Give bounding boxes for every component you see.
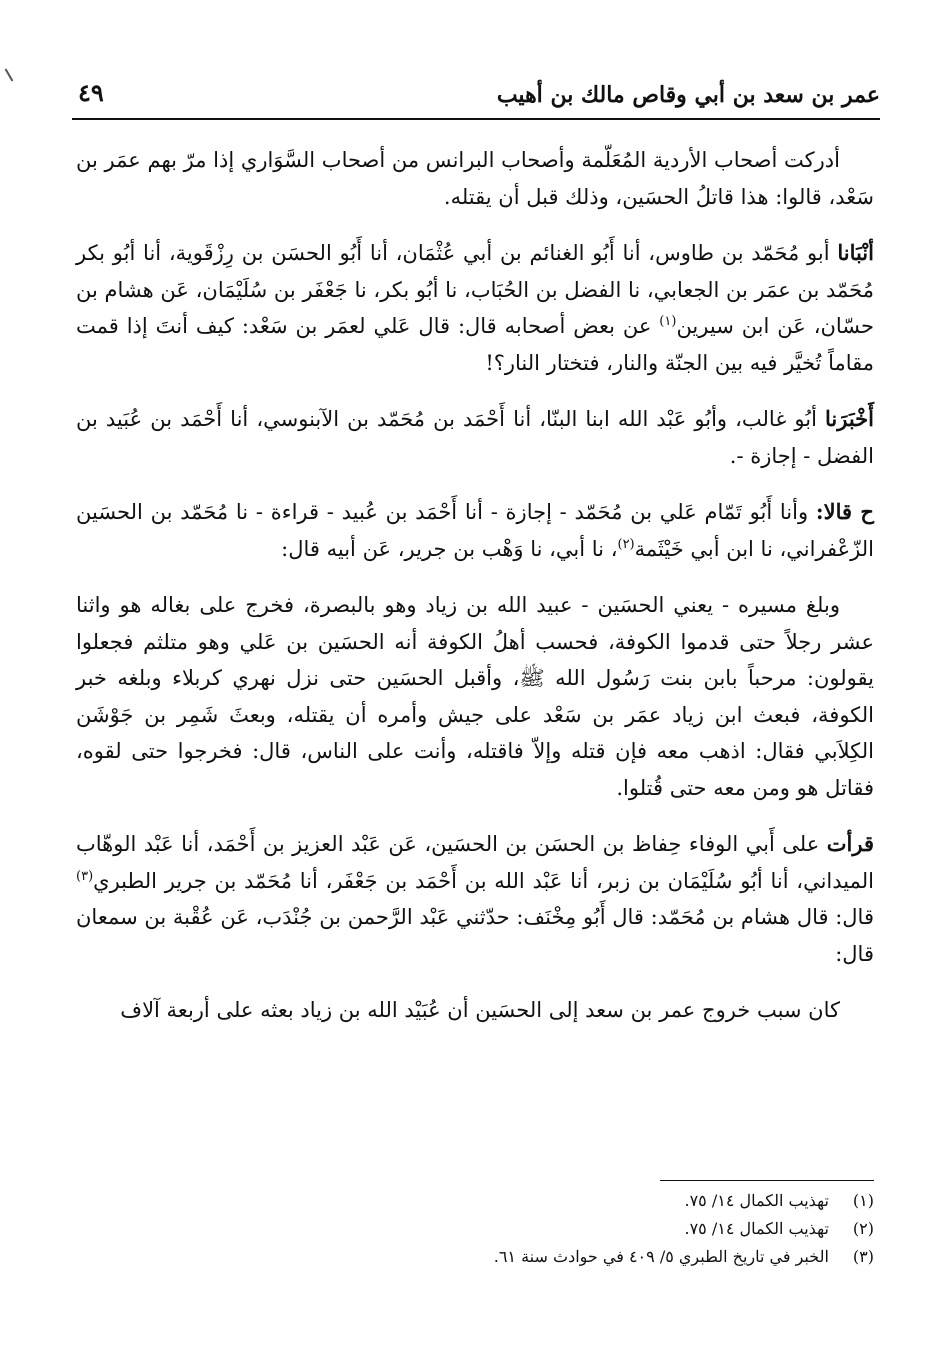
- paragraph-keyword: ح قالا:: [815, 499, 874, 524]
- footnote-ref: (٢): [617, 536, 635, 552]
- footnote-ref: (٣): [76, 868, 94, 884]
- header-rule: [72, 118, 880, 120]
- paragraph-text: على أَبي الوفاء حِفاظ بن الحسَن بن الحسَين، عَن عَبْد العزيز بن أَحْمَد، أنا عَبْد الوهّاب الميداني، أنا أبُو سُلَيْمَان بن زبر، أنا عَبْد الله بن أَحْمَد بن جَعْفَر، أنا مُحَمّد بن جرير الطبري: [76, 832, 874, 893]
- paragraph-5: [76, 587, 874, 806]
- paragraph-1: [76, 142, 874, 215]
- footnote-1: [76, 1187, 874, 1215]
- main-text: [76, 142, 874, 1049]
- paragraph-2: [76, 235, 874, 381]
- paragraph-text: أبو مُحَمّد بن طاوس، أنا أَبُو الغنائم بن أبي عُثْمَان، أنا أَبُو الحسَن بن رِزْقَوية، أنا أبُو بكر مُحَمّد بن عمَر بن الجعابي، نا الفضل بن الحُبَاب، نا أبُو بكر، نا جَعْفَر بن سُلَيْمَان، عَن هشام بن حسّان، عَن ابن سيرين: [76, 241, 875, 338]
- paragraph-7: [76, 992, 874, 1029]
- paragraph-3: [76, 401, 874, 474]
- paragraph-text: أبُو غالب، وأبُو عَبْد الله ابنا البنّا، أنا أَحْمَد بن مُحَمّد بن الآبنوسي، أنا أَحْمَد بن عُبَيد بن الفضل - إجازة -.: [76, 407, 874, 468]
- footnote-ref: (١): [659, 314, 677, 329]
- page-header: [72, 78, 880, 118]
- footnote-text: الخبر في تاريخ الطبري ٥/ ٤٠٩ في حوادث سنة ٦١.: [493, 1247, 829, 1266]
- footnote-text: تهذيب الكمال ١٤/ ٧٥.: [684, 1219, 829, 1238]
- footnote-rule: [660, 1180, 874, 1181]
- paragraph-4: [76, 494, 874, 567]
- margin-mark: [5, 68, 14, 81]
- paragraph-text: أدركت أصحاب الأردية المُعَلّمة وأصحاب البرانس من أصحاب السَّوَاري إذا مرّ بهم عمَر بن سَعْد، قالوا: هذا قاتلُ الحسَين، وذلك قبل أن يقتله.: [76, 148, 874, 209]
- page-number: ٤٩: [78, 78, 104, 107]
- paragraph-text: وبلغ مسيره - يعني الحسَين - عبيد الله بن زياد وهو بالبصرة، فخرج على بغاله هو واثنا عشر رجلاً حتى قدموا الكوفة، فحسب أهلُ الكوفة أنه الحسَين بن عَلي وهو متلثم فجعلوا يقولون: مرحباً بابن بنت رَسُول الله ﷺ، وأقبل الحسَين حتى نزل نهري كربلاء وبلغه خبر الكوفة، فبعث ابن زياد عمَر بن سَعْد على جيش وأمره أن يقتله، وبعثَ شَمِر بن جَوْشَن الكِلاَبي فقال: اذهب معه فإن قتله وإلاّ فاقتله، وأنت على الناس، قال: فخرجوا حتى لقوه، فقاتل هو ومن معه حتى قُتلوا.: [76, 593, 874, 800]
- footnotes: [76, 1187, 874, 1271]
- paragraph-text-cont: عن بعض أصحابه قال: قال عَلي لعمَر بن سَعْد: كيف أنتَ إذا قمت مقاماً تُخيَّر فيه بين الجنّة والنار، فتختار النار؟!: [76, 314, 874, 375]
- paragraph-keyword: قرأت: [826, 831, 874, 856]
- footnote-number: (٣): [852, 1247, 874, 1266]
- footnote-2: [76, 1215, 874, 1243]
- footnote-number: (٢): [852, 1219, 874, 1238]
- running-title: عمر بن سعد بن أبي وقاص مالك بن أهيب: [496, 82, 880, 108]
- paragraph-keyword: أنْبَانا: [837, 240, 874, 265]
- footnote-3: [76, 1243, 874, 1271]
- paragraph-text-cont: ، نا أبي، نا وَهْب بن جرير، عَن أبيه قال:: [281, 536, 618, 561]
- paragraph-text: كان سبب خروج عمر بن سعد إلى الحسَين أن عُبَيْد الله بن زياد بعثه على أربعة آلاف: [120, 998, 840, 1022]
- paragraph-text-cont: قال: قال هشام بن مُحَمّد: قال أَبُو مِخْنَف: حدّثني عَبْد الرَّحمن بن جُنْدَب، عَن عُقْبة بن سمعان قال:: [76, 905, 874, 966]
- footnote-number: (١): [852, 1191, 874, 1210]
- footnote-text: تهذيب الكمال ١٤/ ٧٥.: [684, 1191, 829, 1210]
- paragraph-6: [76, 826, 874, 972]
- paragraph-keyword: أَخْبَرَنا: [825, 406, 874, 431]
- paragraph-text: وأنا أَبُو تَمّام عَلي بن مُحَمّد - إجازة - أنا أَحْمَد بن عُبيد - قراءة - نا مُحَمّد بن الحسَين الزّعْفراني، نا ابن أبي خَيْثَمة: [76, 500, 874, 561]
